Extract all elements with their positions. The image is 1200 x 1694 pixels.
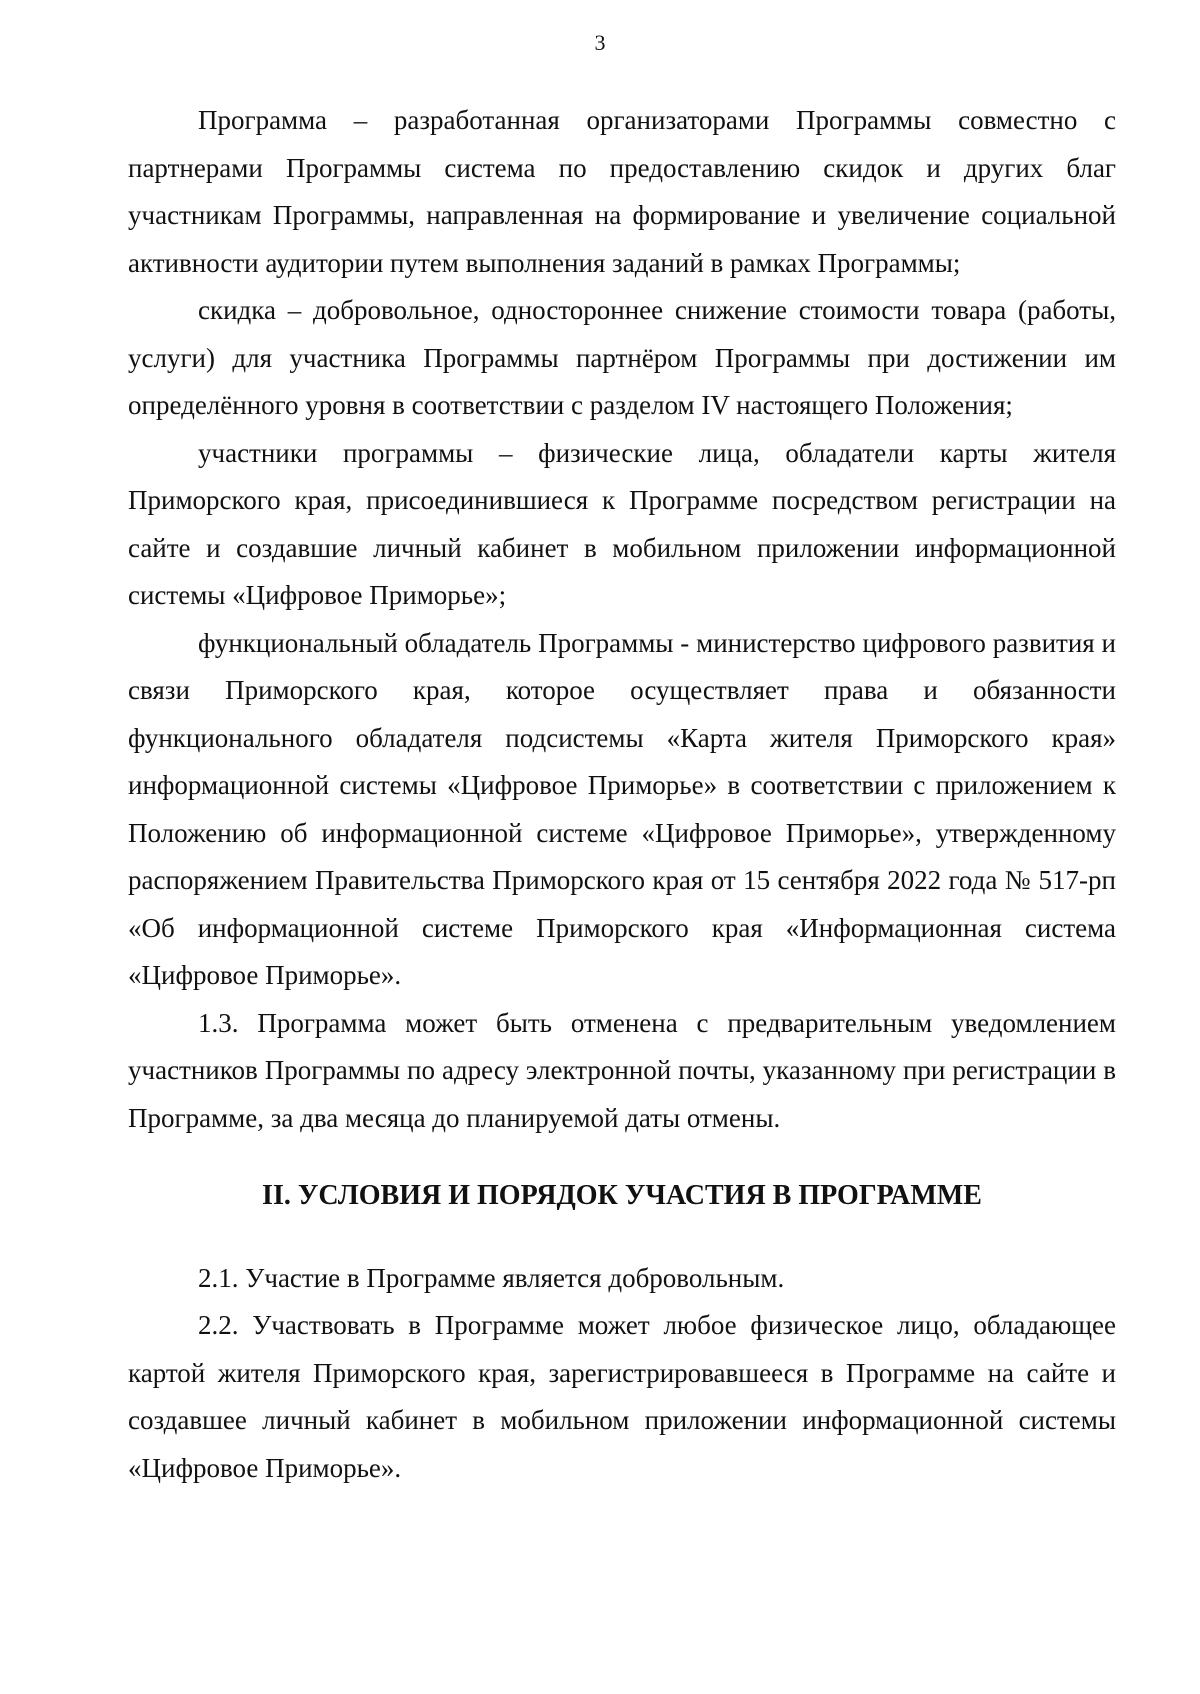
paragraph-2-2: 2.2. Участвовать в Программе может любое физическое лицо, обладающее картой жителя Приморского края, зарегистрировавшееся в Программе на сайте и создавшее личный кабинет в мобильном приложении информационной системы «Цифровое Приморье». — [128, 1310, 1116, 1483]
document-body — [128, 97, 1116, 1492]
section-heading: II. УСЛОВИЯ И ПОРЯДОК УЧАСТИЯ В ПРОГРАММЕ — [262, 1180, 982, 1211]
paragraph-functional-owner-definition: функциональный обладатель Программы - министерство цифрового развития и связи Приморского края, которое осуществляет права и обязанности функционального обладателя подсистемы «Карта жителя Приморского края» информационной системы «Цифровое Приморье» в соответствии с приложением к Положению об информационной системе «Цифровое Приморье», утвержденному распоряжением Правительства Приморского края от 15 сентября 2022 года № 517-рп «Об информационной системе Приморского края «Информационная система «Цифровое Приморье». — [128, 627, 1116, 990]
paragraph-program-definition: Программа – разработанная организаторами Программы совместно с партнерами Программы система по предоставлению скидок и других благ участникам Программы, направленная на формирование и увеличение социальной активности аудитории путем выполнения заданий в рамках Программы; — [128, 105, 1116, 278]
paragraph-1-3: 1.3. Программа может быть отменена с предварительным уведомлением участников Программы по адресу электронной почты, указанному при регистрации в Программе, за два месяца до планируемой даты отмены. — [128, 1007, 1116, 1133]
page-number: 3 — [594, 30, 606, 55]
paragraph-discount-definition: скидка – добровольное, одностороннее снижение стоимости товара (работы, услуги) для участника Программы партнёром Программы при достижении им определённого уровня в соответствии с разделом IV настоящего Положения; — [128, 295, 1116, 420]
paragraph-2-1: 2.1. Участие в Программе является добровольным. — [198, 1262, 785, 1293]
paragraph-participants-definition: участники программы – физические лица, обладатели карты жителя Приморского края, присоединившиеся к Программе посредством регистрации на сайте и создавшие личный кабинет в мобильном приложении информационной системы «Цифровое Приморье»; — [128, 437, 1116, 610]
